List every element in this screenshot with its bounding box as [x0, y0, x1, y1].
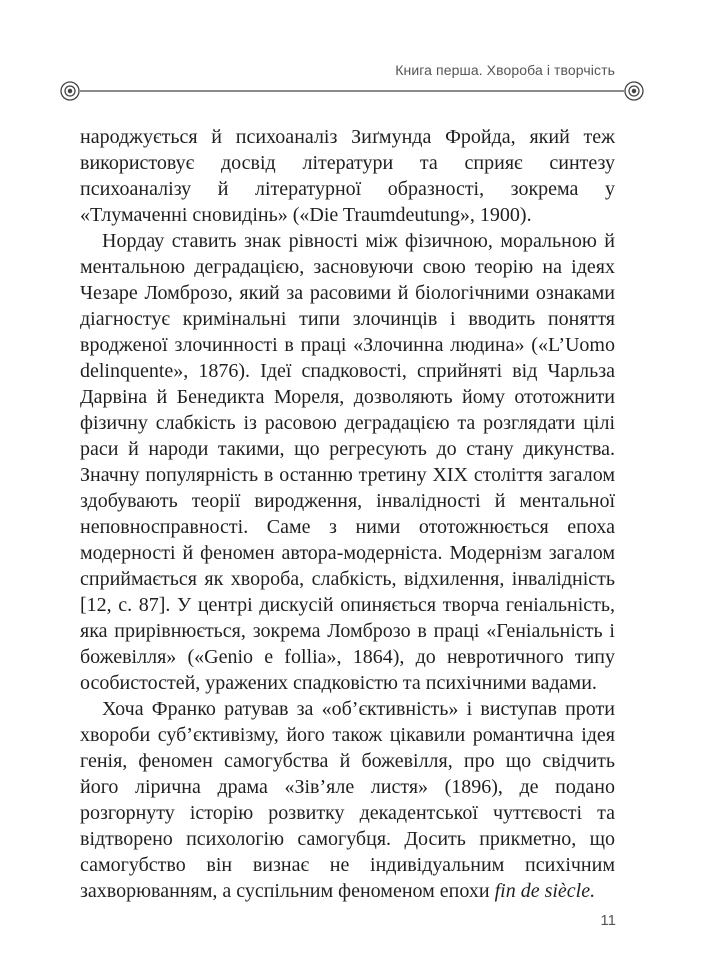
page-number: 11: [600, 912, 616, 929]
paragraph-1-text: народжується й психоаналіз Зиґмунда Фройда, який теж використовує досвід літератури та сприяє синтезу психоаналізу й літературної образності, зокрема у «Тлумаченні сновидінь» («Die Traumdeutung», 1900).: [80, 126, 615, 226]
running-title: Книга перша. Хвороба і творчість: [395, 62, 615, 78]
paragraph-3-text: Хоча Франко ратував за «об’єктивність» і виступав проти хвороби суб’єктивізму, його також цікавили романтична ідея генія, феномен самогубства й божевілля, про що свідчить його лірична драма «Зів’яле листя» (1896), де подано розгорнуту історію розвитку декадентської чуттєвості та відтворено психологію самогубця. Досить прикметно, що самогубство він визнає не індивідуальним психічним захворюванням, а суспільним феноменом епохи: [80, 698, 615, 902]
paragraph-2-text: Нордау ставить знак рівності між фізичною, моральною й ментальною деградацією, засновуючи свою теорію на ідеях Чезаре Ломброзо, який за расовими й біологічними ознаками діагностує кримінальні типи злочинців і вводить поняття вродженої злочинності в праці «Злочинна людина» («L’Uomo delinquente», 1876). Ідеї спадковості, сприйняті від Чарльза Дарвіна й Бенедикта Мореля, дозволяють йому ототожнити фізичну слабкість із расовою деградацією та розглядати цілі раси й народи такими, що регресують до стану дикунства. Значну популярність в останню третину XIX століття загалом здобувають теорії виродження, інвалідності й ментальної неповносправності. Саме з ними ототожнюється епоха модерності й феномен автора-модерніста. Модернізм загалом сприймається як хвороба, слабкість, відхилення, інвалідність [12, с. 87]. У центрі дискусій опиняється творча геніальність, яка прирівнюється, зокрема Ломброзо в праці «Геніальність і божевілля» («Genio e follia», 1864), до невротичного типу особистостей, уражених спадковістю та психічними вадами.: [80, 230, 615, 694]
left-spiral-ornament: [61, 82, 79, 100]
right-spiral-ornament: [625, 82, 643, 100]
paragraph-3-italic-phrase: fin de siècle.: [494, 880, 596, 902]
body-text: [80, 124, 615, 904]
paragraph-2: [80, 228, 615, 696]
paragraph-3: [80, 696, 615, 904]
ornamental-header-rule: [58, 73, 648, 109]
paragraph-1: [80, 124, 615, 228]
